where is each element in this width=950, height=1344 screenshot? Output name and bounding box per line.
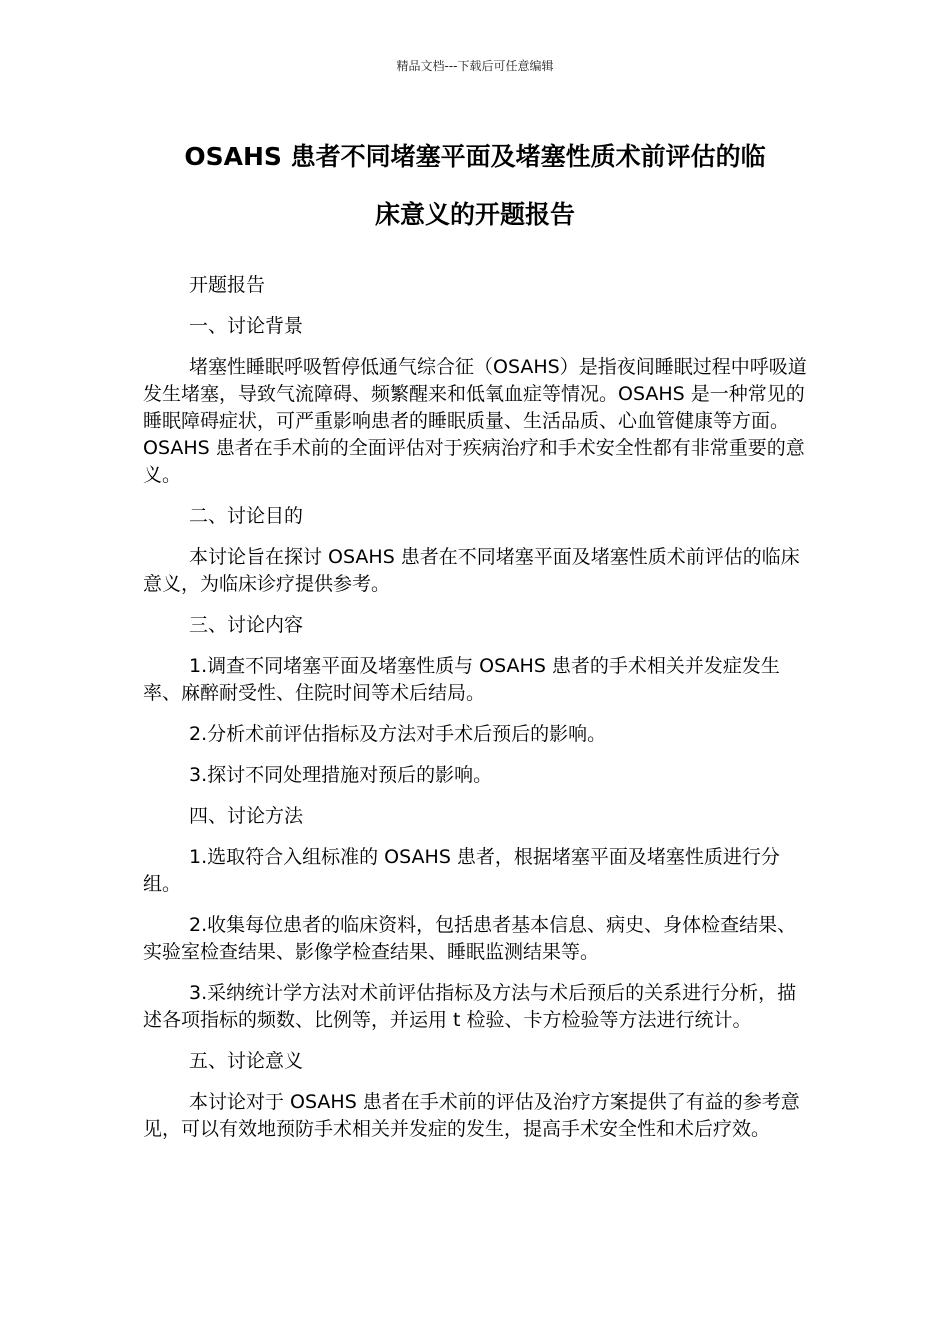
method-item-3: 3.采纳统计学方法对术前评估指标及方法与术后预后的关系进行分析，描述各项指标的频数、比例等，并运用 t 检验、卡方检验等方法进行统计。 [143, 982, 797, 1031]
method-item-2: 2.收集每位患者的临床资料，包括患者基本信息、病史、身体检查结果、实验室检查结果、影像学检查结果、睡眠监测结果等。 [143, 914, 797, 963]
paragraph-significance: 本讨论对于 OSAHS 患者在手术前的评估及治疗方案提供了有益的参考意见，可以有效地预防手术相关并发症的发生，提高手术安全性和术后疗效。 [143, 1091, 800, 1140]
document-title [120, 128, 830, 244]
document-body [143, 272, 808, 1157]
paragraph-purpose: 本讨论旨在探讨 OSAHS 患者在不同堵塞平面及堵塞性质术前评估的临床意义，为临床诊疗提供参考。 [143, 546, 800, 595]
page-header: 精品文档---下载后可任意编辑 [396, 59, 554, 73]
content-item-3: 3.探讨不同处理措施对预后的影响。 [189, 764, 493, 786]
title-line-2: 床意义的开题报告 [374, 200, 575, 229]
paragraph-background: 堵塞性睡眠呼吸暂停低通气综合征（OSAHS）是指夜间睡眠过程中呼吸道发生堵塞，导致气流障碍、频繁醒来和低氧血症等情况。OSAHS 是一种常见的睡眠障碍症状，可严重影响患者的睡眠质量、生活品质、心血管健康等方面。OSAHS 患者在手术前的全面评估对于疾病治疗和手术安全性都有非常重要的意义。 [143, 356, 807, 486]
section-heading-method: 四、讨论方法 [189, 805, 304, 827]
title-line-1: OSAHS 患者不同堵塞平面及堵塞性质术前评估的临 [184, 142, 766, 171]
section-label: 开题报告 [189, 274, 266, 296]
section-heading-content: 三、讨论内容 [189, 614, 304, 636]
content-item-2: 2.分析术前评估指标及方法对手术后预后的影响。 [189, 723, 607, 745]
section-heading-purpose: 二、讨论目的 [189, 505, 304, 527]
section-heading-significance: 五、讨论意义 [189, 1050, 304, 1072]
content-item-1: 1.调查不同堵塞平面及堵塞性质与 OSAHS 患者的手术相关并发症发生率、麻醉耐受性、住院时间等术后结局。 [143, 655, 780, 704]
section-heading-background: 一、讨论背景 [189, 315, 304, 337]
method-item-1: 1.选取符合入组标准的 OSAHS 患者，根据堵塞平面及堵塞性质进行分组。 [143, 846, 780, 895]
